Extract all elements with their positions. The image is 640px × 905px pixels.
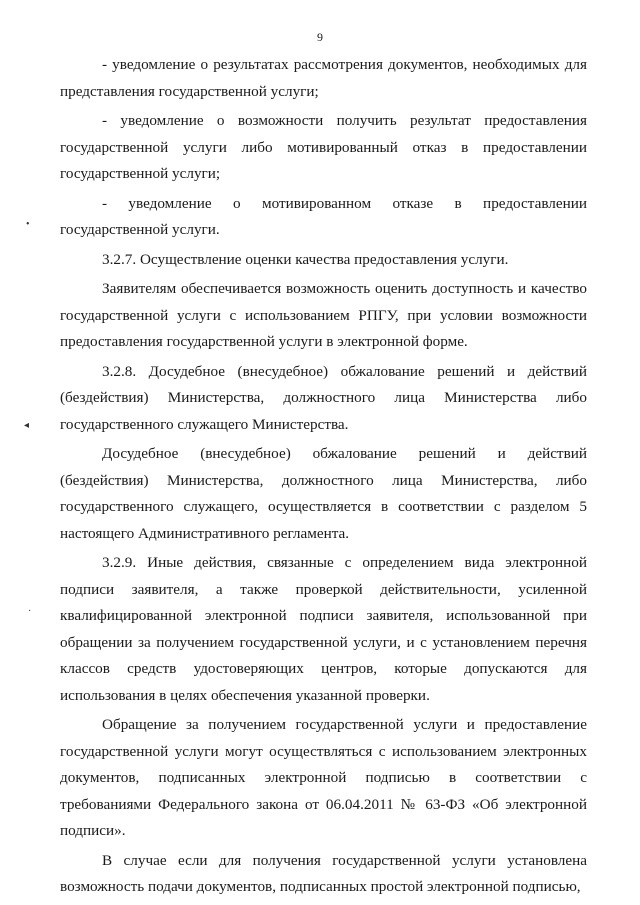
section-3-2-7-heading: 3.2.7. Осуществление оценки качества предоставления услуги. xyxy=(102,250,509,268)
paragraph-electronic-documents: Обращение за получением государственной услуги и предоставление государственной услуги могут осуществляться с использованием электронных документов, подписанных электронной подписью в соответствии с требованиями Федерального закона от 06.04.2011 № 63-ФЗ «Об электронной подписи». xyxy=(60,716,587,839)
section-3-2-8-heading: 3.2.8. Досудебное (внесудебное) обжалование решений и действий (бездействия) Министерства, должностного лица Министерства либо государственного служащего Министерства. xyxy=(60,362,587,433)
scan-speck-3: · xyxy=(28,606,32,617)
paragraph-simple-signature: В случае если для получения государственной услуги установлена возможность подачи документов, подписанных простой электронной подписью, xyxy=(60,851,587,895)
paragraph-notice-possibility: - уведомление о возможности получить результат предоставления государственной услуги либо мотивированный отказ в предоставлении государственной услуги; xyxy=(60,112,587,182)
page-number: 9 xyxy=(317,30,323,44)
paragraph-notice-refusal: - уведомление о мотивированном отказе в предоставлении государственной услуги. xyxy=(60,194,587,238)
paragraph-notice-results: - уведомление о результатах рассмотрения документов, необходимых для представления государственной услуги; xyxy=(60,56,587,100)
section-3-2-9-heading: 3.2.9. Иные действия, связанные с определением вида электронной подписи заявителя, а также проверкой действительности, усиленной квалифицированной электронной подписи заявителя, использованной при обращении за получением государственной услуги, и с установлением перечня классов средств удостоверяющих центров, которые допускаются для использования в целях обеспечения указанной проверки. xyxy=(60,554,587,704)
document-body xyxy=(60,52,587,901)
paragraph-quality-evaluation: Заявителям обеспечивается возможность оценить доступность и качество государственной услуги с использованием РПГУ, при условии возможности предоставления государственной услуги в электронной форме. xyxy=(60,280,587,350)
paragraph-pretrial-appeal: Досудебное (внесудебное) обжалование решений и действий (бездействия) Министерства, должностного лица Министерства, либо государственного служащего, осуществляется в соответствии с разделом 5 настоящего Административного регламента. xyxy=(60,445,587,542)
scan-speck-1: • xyxy=(26,219,30,230)
scan-speck-2: ◂ xyxy=(24,420,30,431)
